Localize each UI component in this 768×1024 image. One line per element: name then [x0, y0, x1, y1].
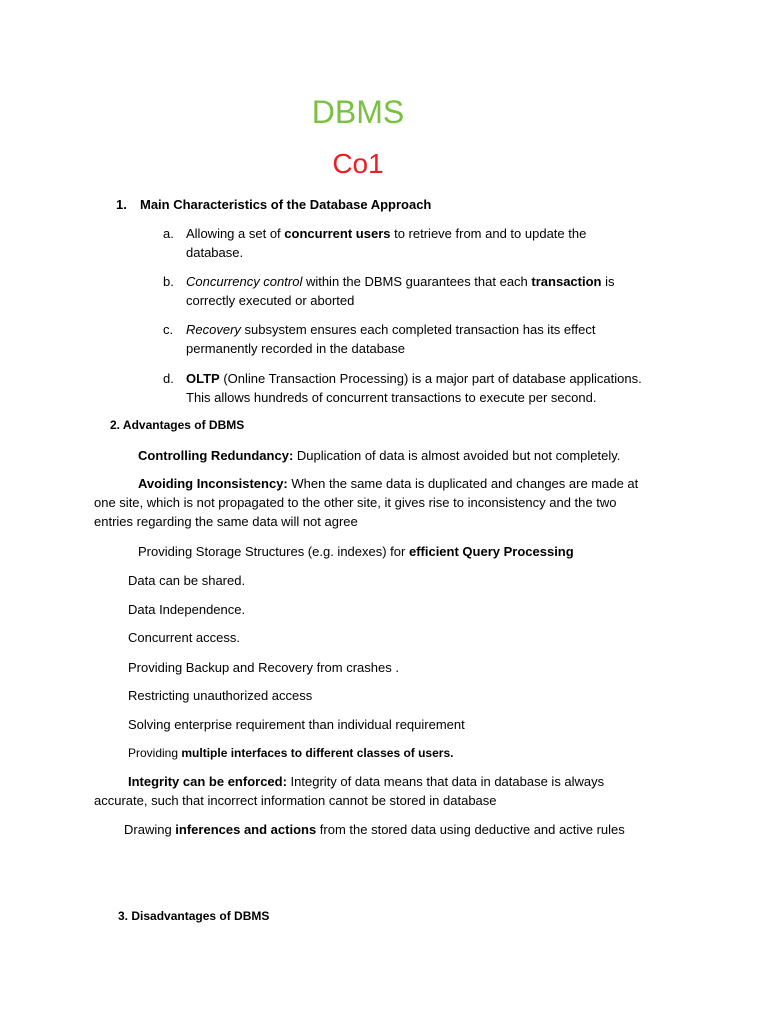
avoiding-line3: entries regarding the same data will not agree	[94, 514, 358, 529]
controlling-text: Duplication of data is almost avoided but not completely.	[293, 448, 621, 463]
item-b-line2: correctly executed or aborted	[186, 293, 355, 308]
item-a-line2: database.	[186, 245, 244, 260]
storage-bold: efficient Query Processing	[408, 544, 574, 559]
interfaces-bold: multiple interfaces to different classes of users.	[181, 746, 454, 760]
multiple-interfaces	[128, 744, 453, 762]
item-a-post: to retrieve from and to update the	[390, 226, 587, 241]
item-b-marker: b.	[163, 274, 174, 289]
list-item: Data can be shared.	[128, 573, 246, 588]
list-item: Solving enterprise requirement than individual requirement	[128, 717, 465, 732]
item-d-bold: OLTP	[186, 371, 220, 386]
interfaces-pre: Providing	[128, 746, 182, 760]
subtitle-text: Co1	[332, 148, 384, 179]
avoiding-line2: one site, which is not propagated to the other site, it gives rise to inconsistency and the two	[94, 495, 617, 510]
item-a-line1	[186, 224, 586, 243]
item-c-line2: permanently recorded in the database	[186, 341, 405, 356]
inferences-bold: inferences and actions	[175, 822, 317, 837]
integrity-line1	[128, 772, 604, 791]
integrity-text1: Integrity of data means that data in database is always	[286, 774, 605, 789]
section3-heading: 3. Disadvantages of DBMS	[118, 909, 270, 923]
list-item: Providing Backup and Recovery from crashes .	[128, 660, 399, 675]
controlling-bold: Controlling Redundancy:	[138, 448, 294, 463]
inferences-pre: Drawing	[124, 822, 176, 837]
item-a-marker: a.	[163, 226, 174, 241]
item-c-line1	[186, 320, 595, 339]
integrity-line2: accurate, such that incorrect information cannot be stored in database	[94, 793, 497, 808]
item-d-post: (Online Transaction Processing) is a major part of database applications.	[219, 371, 642, 386]
item-a-bold: concurrent users	[284, 226, 391, 241]
avoiding-line1	[138, 474, 638, 493]
item-c-post: subsystem ensures each completed transaction has its effect	[240, 322, 596, 337]
item-d-marker: d.	[163, 371, 174, 386]
inferences-post: from the stored data using deductive and active rules	[316, 822, 625, 837]
list-item: Restricting unauthorized access	[128, 688, 313, 703]
controlling-redundancy	[138, 446, 620, 465]
drawing-inferences	[124, 820, 625, 839]
avoiding-bold: Avoiding Inconsistency:	[138, 476, 288, 491]
storage-pre: Providing Storage Structures (e.g. indexes) for	[138, 544, 409, 559]
item-d-line2: This allows hundreds of concurrent transactions to execute per second.	[186, 390, 597, 405]
avoiding-text1: When the same data is duplicated and changes are made at	[287, 476, 639, 491]
storage-structures	[138, 542, 574, 561]
item-b-italic: Concurrency control	[186, 274, 303, 289]
integrity-bold: Integrity can be enforced:	[128, 774, 287, 789]
section1-heading: Main Characteristics of the Database Approach	[140, 197, 432, 212]
item-a-pre: Allowing a set of	[186, 226, 285, 241]
document-title	[0, 94, 716, 130]
item-c-italic: Recovery	[186, 322, 241, 337]
section2-heading: 2. Advantages of DBMS	[110, 418, 245, 432]
list-item: Concurrent access.	[128, 630, 240, 645]
item-c-marker: c.	[163, 322, 174, 337]
item-b-line1	[186, 272, 614, 291]
item-b-bold: transaction	[531, 274, 602, 289]
document-subtitle	[0, 146, 716, 182]
section1-number: 1.	[116, 197, 127, 212]
title-text: DBMS	[311, 94, 405, 130]
list-item: Data Independence.	[128, 602, 246, 617]
item-b-mid: within the DBMS guarantees that each	[302, 274, 532, 289]
item-b-post: is	[601, 274, 615, 289]
item-d-line1	[186, 369, 642, 388]
